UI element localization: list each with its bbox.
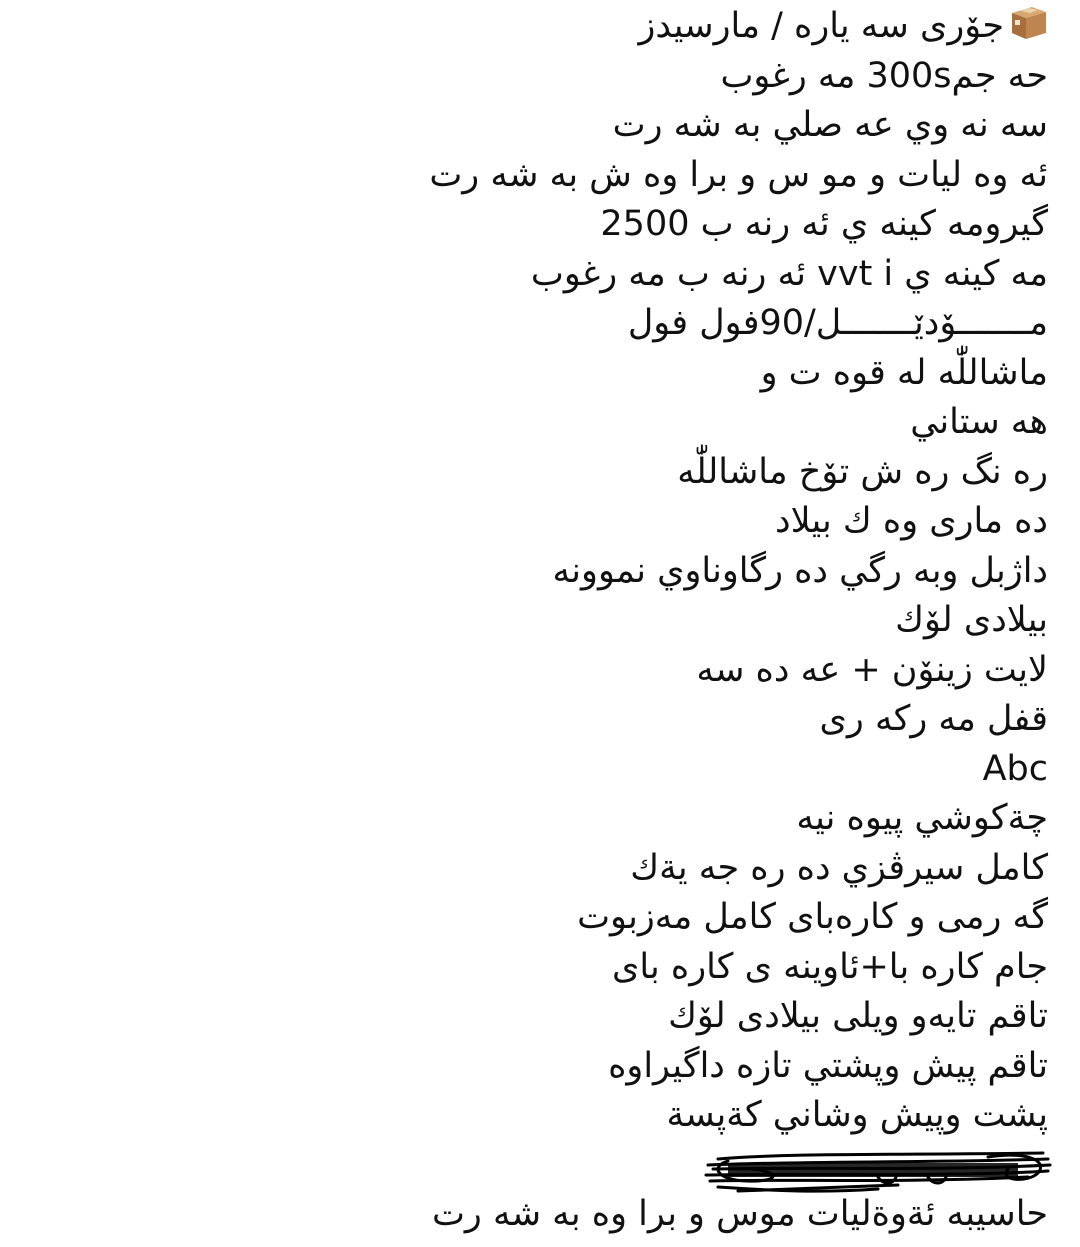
listing-text bbox=[8, 2, 1048, 1240]
line-12: داژبل وبه رگي ده رگاوناوي نموونه bbox=[552, 550, 1048, 591]
line-14: لايت زينۆن + عه ده سه bbox=[696, 649, 1048, 690]
line-1: جۆری سه یاره / مارسیدز bbox=[8, 2, 1048, 52]
line-4: ئه وه ليات و مو س و برا وه ش به شه رت bbox=[429, 154, 1048, 195]
line-23: پشت وپيش وشاني كةپسة bbox=[666, 1095, 1048, 1135]
line-7: مـــــــۆدێـــــــل/90فول فول bbox=[627, 303, 1048, 343]
line-5: گیرومه کینه ي ئه رنه ب 2500 bbox=[600, 204, 1048, 244]
line-2: حه جم300s مه رغوب bbox=[720, 55, 1048, 96]
redacted-line bbox=[8, 1141, 1048, 1191]
line-21: تاقم تايەو ويلی بيلادی لۆك bbox=[668, 996, 1048, 1036]
line-17: چةكوشي پيوه نيه bbox=[796, 798, 1048, 838]
package-box-icon bbox=[1008, 3, 1048, 41]
line-15: قفل مه ركه ری bbox=[819, 699, 1048, 739]
line-3: سه نه وي عه صلي به شه رت bbox=[612, 105, 1048, 145]
line-6: مه كينه ي vvt i ئه رنه ب مه رغوب bbox=[530, 253, 1048, 294]
line-18: كامل سيرڤزي ده ره جه يةك bbox=[630, 847, 1048, 888]
line-20: جام كاره با+ئاوينه ی كاره بای bbox=[611, 946, 1048, 987]
scribble-redaction-icon bbox=[698, 1147, 1058, 1197]
line-11: ده ماری وه ك بيلاد bbox=[775, 501, 1048, 541]
line-10: ره نگ ره ش تۆخ ماشاللّٰه bbox=[677, 451, 1048, 492]
line-22: تاقم پيش وپشتي تازه داگيراوه bbox=[608, 1045, 1048, 1086]
line-19: گه رمی و كارەبای كامل مەزبوت bbox=[577, 897, 1048, 937]
line-9: هه ستاني bbox=[910, 402, 1048, 442]
line-25: حاسيبه ئةوةليات موس و برا وه به شه رت bbox=[431, 1194, 1048, 1234]
line-13: بیلادی لۆك bbox=[895, 600, 1048, 640]
line-8: ماشاللّٰه له قوه ت و bbox=[760, 352, 1048, 393]
line-16: Abc bbox=[982, 748, 1048, 789]
